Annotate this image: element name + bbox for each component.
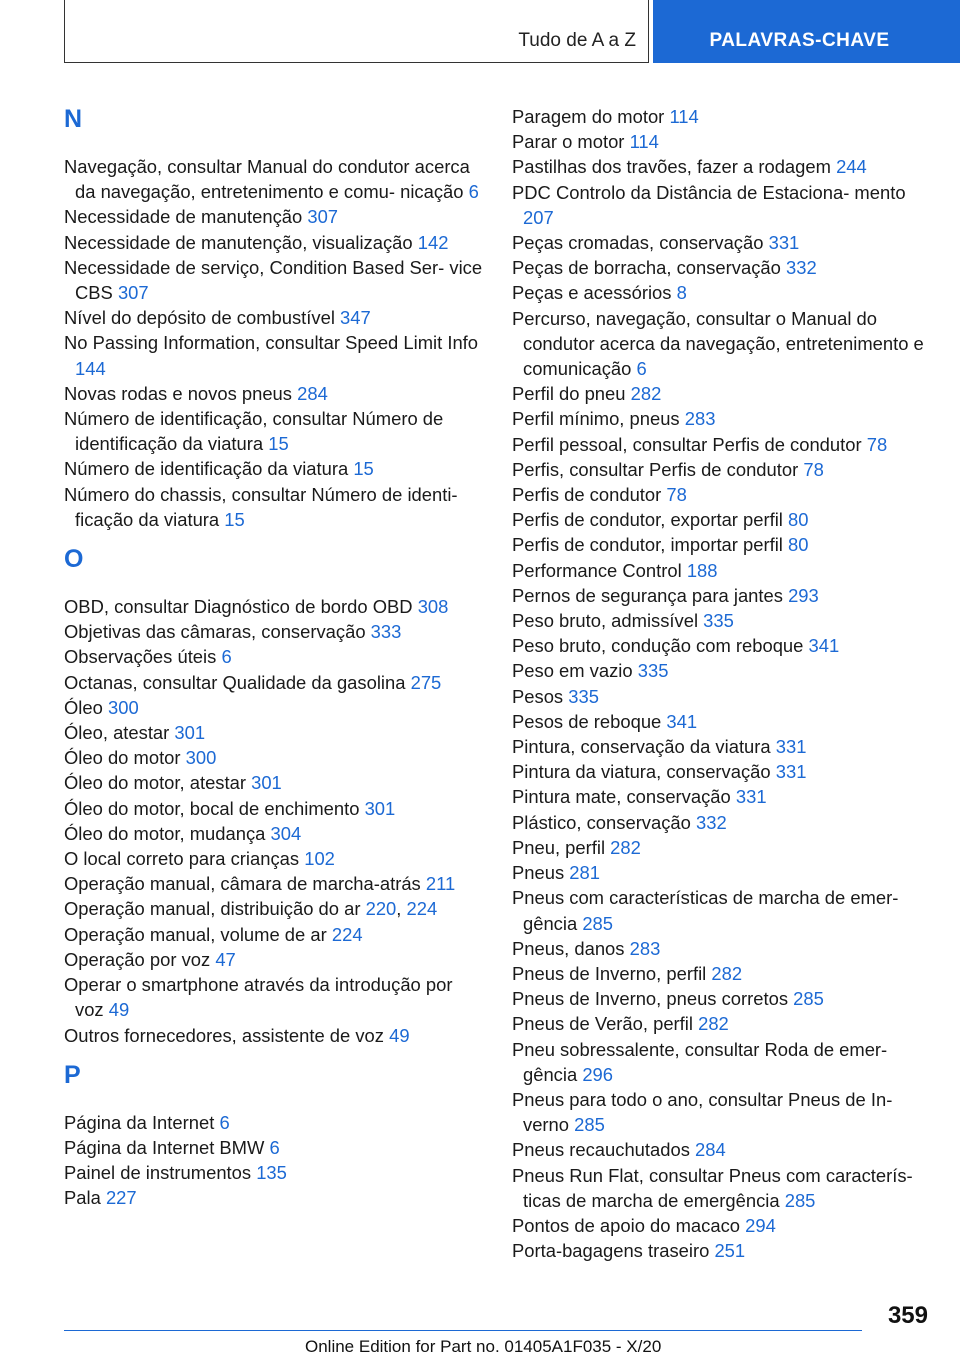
index-entry bbox=[512, 658, 932, 683]
index-entry-text: Perfil mínimo, pneus bbox=[512, 408, 680, 430]
page-reference-link[interactable]: 282 bbox=[630, 383, 662, 405]
page-reference-link[interactable]: 282 bbox=[698, 1013, 729, 1035]
index-entry bbox=[64, 1110, 484, 1135]
index-entry-text: Pintura, conservação da viatura bbox=[512, 736, 771, 758]
page-reference-link[interactable]: 102 bbox=[304, 848, 335, 870]
page-reference-link[interactable]: 220 bbox=[365, 898, 397, 920]
index-entry bbox=[64, 154, 484, 204]
index-entry-text: Pneus de Inverno, perfil bbox=[512, 962, 707, 984]
index-entry-text: Necessidade de manutenção, visualização bbox=[64, 231, 413, 253]
index-entry-text: Perfil pessoal, consultar Perfis de condutor bbox=[512, 433, 862, 455]
index-entry-text: Peças cromadas, conservação bbox=[512, 232, 764, 254]
index-entry-text: Óleo, atestar bbox=[64, 722, 170, 744]
page-reference-link[interactable]: 78 bbox=[803, 458, 824, 480]
page-reference-link[interactable]: 335 bbox=[703, 610, 734, 632]
index-entry bbox=[64, 644, 484, 669]
index-entry-text: Peso em vazio bbox=[512, 660, 633, 682]
index-entry bbox=[512, 558, 932, 583]
page-reference-link[interactable]: 6 bbox=[219, 1111, 230, 1133]
index-entry-text: Pneus com características de marcha de emer- gência bbox=[512, 887, 899, 934]
index-entry-text: Óleo do motor, atestar bbox=[64, 772, 246, 794]
section-spacer bbox=[64, 532, 484, 544]
index-entry bbox=[512, 432, 932, 457]
page-reference-link[interactable]: 224 bbox=[331, 923, 363, 945]
index-entry bbox=[512, 835, 932, 860]
index-column-right bbox=[512, 104, 932, 1263]
index-entry-text: Pneus para todo o ano, consultar Pneus de In- verno bbox=[512, 1088, 893, 1136]
index-entry-text: Pontos de apoio do macaco bbox=[512, 1214, 740, 1236]
index-entry-text: Operar o smartphone através da introdução por voz bbox=[64, 974, 453, 1021]
index-entry-text: Painel de instrumentos bbox=[64, 1162, 252, 1184]
page-reference-link[interactable]: 296 bbox=[582, 1063, 614, 1085]
page-reference-link[interactable]: 331 bbox=[775, 736, 807, 758]
page-reference-link[interactable]: 224 bbox=[406, 898, 438, 920]
index-entry bbox=[512, 1137, 932, 1162]
page-reference-link[interactable]: 6 bbox=[269, 1136, 280, 1158]
index-entry: Operação manual, distribuição do ar 220, 224 bbox=[64, 898, 438, 920]
index-entry bbox=[512, 129, 932, 154]
tab-keywords-label: PALAVRAS-CHAVE bbox=[709, 30, 890, 51]
index-entry-text: Octanas, consultar Qualidade da gasolina bbox=[64, 671, 406, 693]
index-entry-text: Pastilhas dos travões, fazer a rodagem bbox=[512, 156, 831, 178]
index-entry-text: Pneus bbox=[512, 862, 565, 884]
index-entry-text: Número de identificação da viatura bbox=[64, 458, 349, 480]
index-column-left bbox=[64, 104, 484, 1211]
index-entry-text: Pneus de Inverno, pneus corretos bbox=[512, 988, 789, 1010]
page-reference-link[interactable]: 188 bbox=[686, 559, 718, 581]
index-entry-text: Óleo do motor, bocal de enchimento bbox=[64, 797, 360, 819]
page-reference-link[interactable]: 332 bbox=[696, 811, 727, 833]
page-reference-link[interactable]: 275 bbox=[410, 671, 442, 693]
index-entry bbox=[64, 204, 484, 229]
page-reference-link[interactable]: 308 bbox=[417, 596, 449, 618]
section-spacer bbox=[64, 1048, 484, 1060]
index-entry bbox=[64, 406, 484, 456]
index-entry-text: Pintura da viatura, conservação bbox=[512, 761, 771, 783]
index-letter-heading: P bbox=[64, 1060, 81, 1089]
index-entry bbox=[512, 734, 932, 759]
index-entry bbox=[512, 885, 932, 935]
index-entry bbox=[512, 961, 932, 986]
page-reference-link[interactable]: 332 bbox=[786, 257, 817, 279]
index-entry bbox=[512, 860, 932, 885]
page-reference-link[interactable]: 333 bbox=[370, 621, 402, 643]
page-reference-link[interactable]: 244 bbox=[836, 156, 867, 178]
page-reference-link[interactable]: 144 bbox=[75, 357, 106, 379]
page-reference-link[interactable]: 301 bbox=[174, 722, 206, 744]
index-entry-text: Número de identificação, consultar Número de identificação da viatura bbox=[64, 408, 444, 455]
page-reference-link[interactable]: 80 bbox=[788, 534, 809, 556]
page-reference-link[interactable]: 347 bbox=[340, 307, 371, 329]
index-entry-text: Operação por voz bbox=[64, 948, 211, 970]
page-reference-link[interactable]: 211 bbox=[425, 873, 456, 895]
index-entry bbox=[512, 709, 932, 734]
footer-edition-text: Online Edition for Part no. 01405A1F035 - X/20 bbox=[305, 1337, 662, 1356]
page-reference-link[interactable]: 114 bbox=[669, 106, 699, 127]
page-reference-link[interactable]: 78 bbox=[866, 433, 888, 455]
index-entry bbox=[512, 104, 932, 129]
index-entry bbox=[64, 1023, 484, 1048]
footer-divider bbox=[64, 1330, 862, 1331]
index-entry-text: Operação manual, distribuição do ar bbox=[64, 898, 361, 920]
page-reference-link[interactable]: 47 bbox=[215, 948, 236, 970]
tab-keywords[interactable] bbox=[653, 0, 960, 63]
index-entry-text: Página da Internet bbox=[64, 1111, 215, 1133]
page-reference-link[interactable]: 227 bbox=[105, 1187, 137, 1209]
index-entry-text: Navegação, consultar Manual do condutor acerca da navegação, entretenimento e comu- nicação bbox=[64, 156, 470, 203]
index-entry bbox=[64, 305, 484, 330]
index-entry bbox=[512, 532, 932, 557]
index-entry-text: Novas rodas e novos pneus bbox=[64, 382, 292, 404]
index-entry bbox=[512, 507, 932, 532]
page-reference-link[interactable]: 15 bbox=[268, 433, 289, 455]
index-entry-text: Página da Internet BMW bbox=[64, 1136, 265, 1158]
index-entry bbox=[64, 922, 484, 947]
index-entry bbox=[512, 180, 932, 230]
page-reference-link[interactable]: 285 bbox=[793, 988, 824, 1010]
page-reference-link[interactable]: 6 bbox=[468, 181, 479, 203]
page-reference-link[interactable]: 341 bbox=[666, 710, 698, 732]
page-reference-link[interactable]: 80 bbox=[788, 509, 809, 531]
page-reference-link[interactable]: 301 bbox=[364, 797, 396, 819]
index-entry bbox=[64, 482, 484, 532]
index-entry-text: Óleo do motor bbox=[64, 747, 181, 769]
index-entry-text: Operação manual, volume de ar bbox=[64, 923, 327, 945]
index-entry bbox=[64, 947, 484, 972]
index-entry-text: Pesos bbox=[512, 685, 564, 707]
page-reference-link[interactable]: 301 bbox=[251, 772, 282, 794]
index-entry bbox=[512, 1213, 932, 1238]
page-reference-link[interactable]: 114 bbox=[629, 131, 659, 153]
page-reference-link[interactable]: 49 bbox=[108, 999, 130, 1021]
page-reference-link[interactable]: 307 bbox=[117, 282, 149, 304]
index-entry bbox=[64, 1185, 484, 1210]
page-reference-link[interactable]: 142 bbox=[417, 231, 449, 253]
index-entry-text: Peças de borracha, conservação bbox=[512, 257, 781, 279]
index-entry bbox=[512, 1037, 932, 1087]
index-entry bbox=[64, 871, 484, 896]
index-entry-text: Pintura mate, conservação bbox=[512, 786, 731, 808]
header-frame bbox=[64, 0, 649, 63]
index-entry-text: Nível do depósito de combustível bbox=[64, 307, 335, 329]
index-entry-text: Pneus, danos bbox=[512, 937, 625, 959]
page-reference-link[interactable]: 251 bbox=[714, 1240, 746, 1262]
page-reference-link[interactable]: 49 bbox=[389, 1024, 410, 1046]
index-entry bbox=[512, 306, 932, 382]
index-entry bbox=[512, 608, 932, 633]
page-reference-link[interactable]: 304 bbox=[270, 822, 302, 844]
index-entry-text: Observações úteis bbox=[64, 646, 217, 668]
index-entry bbox=[64, 770, 484, 795]
page-reference-link[interactable]: 331 bbox=[735, 786, 767, 808]
index-entry-text: Plástico, conservação bbox=[512, 811, 691, 833]
index-entry bbox=[64, 972, 484, 1022]
index-entry bbox=[512, 230, 932, 255]
page-reference-link[interactable]: 331 bbox=[775, 761, 807, 783]
index-entry-text: OBD, consultar Diagnóstico de bordo OBD bbox=[64, 596, 413, 618]
index-entry bbox=[512, 280, 932, 305]
index-entry bbox=[512, 986, 932, 1011]
index-entry bbox=[64, 330, 484, 380]
index-entry-text: Paragem do motor bbox=[512, 106, 665, 127]
page-reference-link[interactable]: 335 bbox=[637, 660, 669, 682]
page-reference-link[interactable]: 285 bbox=[574, 1114, 605, 1136]
index-entry-text: Pesos de reboque bbox=[512, 710, 662, 732]
index-entry bbox=[512, 406, 932, 431]
index-entry-text: Pneu sobressalente, consultar Roda de emer- gência bbox=[512, 1038, 888, 1085]
index-entry bbox=[512, 1238, 932, 1263]
page-reference-link[interactable]: 78 bbox=[666, 484, 687, 506]
index-entry bbox=[64, 381, 484, 406]
index-entry bbox=[64, 619, 484, 644]
index-entry bbox=[512, 583, 932, 608]
page-reference-link[interactable]: 284 bbox=[695, 1139, 726, 1161]
page-reference-link[interactable]: 6 bbox=[221, 646, 232, 668]
page-reference-link[interactable]: 282 bbox=[711, 962, 743, 984]
index-entry bbox=[512, 154, 932, 179]
index-entry bbox=[512, 1163, 932, 1213]
page-reference-link[interactable]: 300 bbox=[107, 696, 139, 718]
index-entry-text: O local correto para crianças bbox=[64, 848, 300, 870]
index-entry bbox=[64, 1160, 484, 1185]
index-entry-text: Peças e acessórios bbox=[512, 282, 672, 304]
page-reference-link[interactable]: 285 bbox=[582, 912, 614, 934]
index-entry-text: Óleo do motor, mudança bbox=[64, 822, 266, 844]
index-entry bbox=[64, 846, 484, 871]
index-entry bbox=[512, 936, 932, 961]
index-entry-text: Outros fornecedores, assistente de voz bbox=[64, 1024, 384, 1046]
index-letter-heading: O bbox=[64, 545, 84, 574]
page-reference-link[interactable]: 284 bbox=[297, 382, 328, 404]
index-entry-text: Pala bbox=[64, 1187, 101, 1209]
index-entry bbox=[64, 796, 484, 821]
index-entry-text: Peso bruto, condução com reboque bbox=[512, 635, 804, 657]
page-reference-link[interactable]: 335 bbox=[568, 685, 599, 707]
page-reference-link[interactable]: 207 bbox=[523, 206, 554, 228]
page-reference-link[interactable]: 135 bbox=[256, 1162, 287, 1184]
page-reference-link[interactable]: 15 bbox=[224, 508, 245, 530]
page-reference-link[interactable]: 307 bbox=[307, 206, 339, 228]
index-entry-text: Performance Control bbox=[512, 559, 682, 581]
index-entry bbox=[64, 720, 484, 745]
page-reference-link[interactable]: 281 bbox=[569, 862, 600, 884]
index-entry bbox=[512, 255, 932, 280]
page-reference-link[interactable]: 331 bbox=[768, 232, 800, 254]
index-entry-text: Pneus de Verão, perfil bbox=[512, 1013, 693, 1035]
index-entry-text: Pernos de segurança para jantes bbox=[512, 584, 783, 606]
index-entry bbox=[64, 230, 484, 255]
index-entry-text: No Passing Information, consultar Speed Limit Info bbox=[64, 332, 479, 354]
page-reference-link[interactable]: 341 bbox=[808, 635, 840, 657]
index-letter-heading: N bbox=[64, 105, 83, 133]
index-entry bbox=[64, 695, 484, 720]
index-entry-text: Óleo bbox=[64, 696, 103, 718]
index-entry-text: Necessidade de manutenção bbox=[64, 206, 303, 228]
page-reference-link[interactable]: 283 bbox=[629, 937, 661, 959]
index-entry-text: Objetivas das câmaras, conservação bbox=[64, 621, 366, 643]
index-entry bbox=[64, 745, 484, 770]
index-entry bbox=[512, 684, 932, 709]
page-reference-link[interactable]: 283 bbox=[684, 408, 716, 430]
index-entry-text: Perfil do pneu bbox=[512, 383, 626, 405]
index-entry bbox=[512, 1011, 932, 1036]
page-reference-link[interactable]: 294 bbox=[745, 1214, 776, 1236]
index-entry bbox=[512, 482, 932, 507]
index-entry-text: Pneus Run Flat, consultar Pneus com caracterís- ticas de marcha de emergência bbox=[512, 1164, 913, 1211]
index-entry-text: Perfis de condutor, importar perfil bbox=[512, 534, 783, 556]
page-reference-link[interactable]: 6 bbox=[636, 358, 647, 380]
index-entry bbox=[512, 457, 932, 482]
page-reference-link[interactable]: 8 bbox=[676, 282, 687, 304]
index-entry-text: Percurso, navegação, consultar o Manual do condutor acerca da navegação, entretenimento e comunicação bbox=[512, 307, 924, 380]
page-reference-link[interactable]: 285 bbox=[784, 1189, 816, 1211]
index-entry-text: Operação manual, câmara de marcha-atrás bbox=[64, 873, 421, 895]
index-entry bbox=[64, 821, 484, 846]
index-entry-text: Necessidade de serviço, Condition Based Ser- vice CBS bbox=[64, 256, 483, 304]
index-entry bbox=[512, 759, 932, 784]
index-entry bbox=[64, 1135, 484, 1160]
index-entry bbox=[512, 381, 932, 406]
index-entry bbox=[64, 594, 484, 619]
index-entry-text: Pneus recauchutados bbox=[512, 1139, 690, 1161]
page-reference-link[interactable]: 293 bbox=[788, 584, 819, 606]
index-entry bbox=[64, 456, 484, 481]
index-entry bbox=[64, 255, 484, 305]
index-entry-text: Porta-bagagens traseiro bbox=[512, 1240, 710, 1262]
index-entry bbox=[64, 670, 484, 695]
page-reference-link[interactable]: 300 bbox=[185, 747, 217, 769]
page-reference-link[interactable]: 15 bbox=[353, 458, 374, 480]
index-entry bbox=[512, 1087, 932, 1137]
index-entry bbox=[512, 784, 932, 809]
index-entry-text: Parar o motor bbox=[512, 131, 625, 153]
index-entry-text: Perfis, consultar Perfis de condutor bbox=[512, 458, 799, 480]
page-number: 359 bbox=[887, 1302, 928, 1329]
index-entry bbox=[512, 810, 932, 835]
index-entry-text: Perfis de condutor, exportar perfil bbox=[512, 509, 783, 531]
index-entry-text: Perfis de condutor bbox=[512, 484, 662, 506]
page-reference-link[interactable]: 282 bbox=[610, 836, 641, 858]
chapter-title: Tudo de A a Z bbox=[518, 30, 636, 51]
index-entry-text: Número do chassis, consultar Número de identi- ficação da viatura bbox=[64, 483, 458, 530]
index-entry-text: Peso bruto, admissível bbox=[512, 610, 699, 632]
index-entry-text: PDC Controlo da Distância de Estaciona- mento bbox=[512, 181, 906, 203]
index-entry-text: Pneu, perfil bbox=[512, 836, 606, 858]
index-entry bbox=[512, 633, 932, 658]
